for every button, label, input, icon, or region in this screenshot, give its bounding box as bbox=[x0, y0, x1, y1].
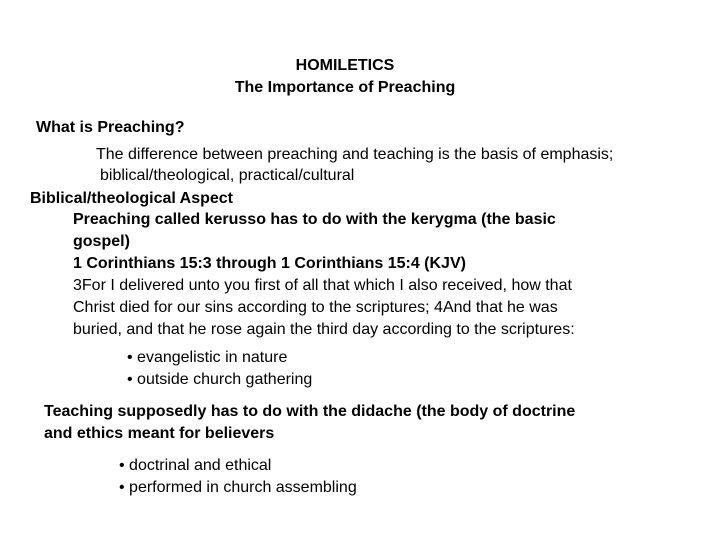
teaching-definition-line-2: and ethics meant for believers bbox=[44, 425, 275, 442]
preaching-definition-line-2: gospel) bbox=[73, 233, 130, 250]
list-item: • performed in church assembling bbox=[119, 479, 357, 496]
section-heading-what-is-preaching: What is Preaching? bbox=[36, 119, 185, 136]
difference-line-2: biblical/theological, practical/cultural bbox=[100, 167, 355, 184]
list-item: • doctrinal and ethical bbox=[119, 457, 272, 474]
verse-line-3: buried, and that he rose again the third day according to the scriptures: bbox=[73, 321, 575, 338]
section-heading-biblical-aspect: Biblical/theological Aspect bbox=[30, 190, 234, 207]
preaching-bullet-list bbox=[127, 347, 312, 391]
scripture-reference: 1 Corinthians 15:3 through 1 Corinthians 15:4 (KJV) bbox=[73, 255, 466, 272]
teaching-definition-line-1: Teaching supposedly has to do with the didache (the body of doctrine bbox=[44, 403, 576, 420]
teaching-bullet-list bbox=[119, 455, 357, 499]
verse-line-2: Christ died for our sins according to the scriptures; 4And that he was bbox=[73, 299, 558, 316]
page-title: HOMILETICS bbox=[295, 57, 395, 74]
difference-line-1: The difference between preaching and teaching is the basis of emphasis; bbox=[96, 146, 614, 163]
verse-line-1: 3For I delivered unto you first of all that which I also received, how that bbox=[73, 277, 572, 294]
preaching-definition-line-1: Preaching called kerusso has to do with the kerygma (the basic bbox=[73, 211, 556, 228]
list-item: • evangelistic in nature bbox=[127, 349, 288, 366]
page-subtitle: The Importance of Preaching bbox=[234, 79, 456, 96]
list-item: • outside church gathering bbox=[127, 371, 313, 388]
